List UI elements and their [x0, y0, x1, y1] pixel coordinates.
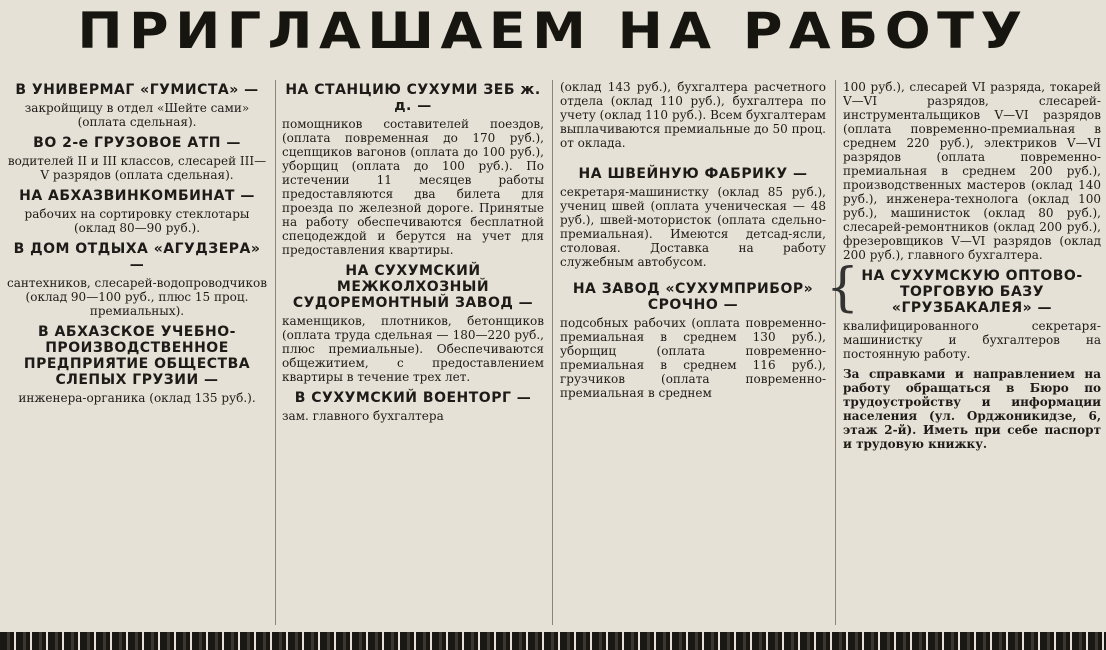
ad-text: 100 руб.), слесарей VI разряда, токарей V—VI разрядов, слесарей-инструментальщиков V—VI разрядов (оплата повременно-премиальная в среднем 220 руб.), электриков V—VI разрядов (оплата повременно-премиальная в среднем 200 руб.), производственных мастеров (оклад 140 руб.), инженера-технолога (оклад 100 руб.), машинисток (оклад 80 руб.), слесарей-ремонтников (оклад 200 руб.), фрезеровщиков V—VI разрядов (оклад 200 руб.), главного бухгалтера.	[843, 80, 1101, 262]
torn-bottom-edge	[0, 632, 1106, 650]
ad-text: (оклад 143 руб.), бухгалтера расчетного отдела (оклад 110 руб.), бухгалтера по учету (оклад 110 руб.). Всем бухгалтерам выплачиваются премиальные до 50 проц. от оклада.	[560, 80, 826, 150]
column-divider	[835, 80, 836, 625]
ad-heading: НА СУХУМСКУЮ ОПТОВО-ТОРГОВУЮ БАЗУ «ГРУЗБАКАЛЕЯ» —	[861, 268, 1083, 316]
ad-text: секретаря-машинистку (оклад 85 руб.), учениц швей (оплата ученическая — 48 руб.), швей-мотористок (оплата сдельно-премиальная). Имеются детсад-ясли, столовая. Доставка на работу служебным автобусом.	[560, 185, 826, 269]
ad-heading: НА ШВЕЙНУЮ ФАБРИКУ —	[578, 166, 808, 182]
ad-text: каменщиков, плотников, бетонщиков (оплата труда сдельная — 180—220 руб., плюс премиальные). Обеспечиваются общежитием, с предоставлением квартиры в течение трех лет.	[282, 314, 544, 384]
ad-text: закройщицу в отдел «Шейте сами» (оплата сдельная).	[24, 101, 250, 129]
ad-heading: НА ЗАВОД «СУХУМПРИБОР» СРОЧНО —	[572, 281, 814, 313]
column-2	[282, 76, 544, 628]
ad-text: помощников составителей поездов, (оплата повременная до 170 руб.), сцепщиков вагонов (оплата до 100 руб.), уборщиц (оплата до 100 руб.). По истечении 11 месяцев работы предоставляются два билета для проезда по железной дороге. Принятые на работу обеспечиваются бесплатной спецодеждой и берутся на учет для предоставления квартиры.	[282, 117, 544, 257]
ad-text: рабочих на сортировку стеклотары (оклад 80—90 руб.).	[24, 207, 250, 235]
column-1	[6, 76, 268, 628]
ad-text: инженера-органика (оклад 135 руб.).	[18, 391, 256, 405]
column-3	[560, 76, 826, 628]
ad-text: зам. главного бухгалтера	[282, 409, 444, 423]
brace-mark: {	[826, 258, 860, 318]
ad-heading: В УНИВЕРМАГ «ГУМИСТА» —	[15, 82, 259, 98]
ad-heading: В АБХАЗСКОЕ УЧЕБНО-ПРОИЗВОДСТВЕННОЕ ПРЕДПРИЯТИЕ ОБЩЕСТВА СЛЕПЫХ ГРУЗИИ —	[23, 324, 251, 388]
column-divider	[275, 80, 276, 625]
ad-text: водителей II и III классов, слесарей III—V разрядов (оплата сдельная).	[7, 154, 267, 182]
ad-text: подсобных рабочих (оплата повременно-премиальная в среднем 130 руб.), уборщиц (оплата повременно-премиальная в среднем 116 руб.), грузчиков (оплата повременно-премиальная в среднем	[560, 316, 826, 400]
column-divider	[552, 80, 553, 625]
ad-heading: НА СТАНЦИЮ СУХУМИ ЗЕБ ж. д. —	[285, 82, 541, 114]
contact-notice: За справками и направлением на работу обращаться в Бюро по трудоустройству и информации населения (ул. Орджоникидзе, 6, этаж 2-й). Иметь при себе паспорт и трудовую книжку.	[843, 367, 1101, 451]
headline: ПРИГЛАШАЕМ НА РАБОТУ	[77, 2, 1029, 60]
ad-text: квалифицированного секретаря-машинистку и бухгалтеров на постоянную работу.	[843, 319, 1101, 361]
ad-heading: В ДОМ ОТДЫХА «АГУДЗЕРА» —	[13, 241, 261, 273]
ad-text: сантехников, слесарей-водопроводчиков (оклад 90—100 руб., плюс 15 проц. премиальных).	[7, 276, 267, 318]
ad-heading: НА АБХАЗВИНКОМБИНАТ —	[19, 188, 255, 204]
ad-heading: ВО 2-е ГРУЗОВОЕ АТП —	[33, 135, 241, 151]
column-4	[843, 76, 1101, 628]
ad-heading: В СУХУМСКИЙ ВОЕНТОРГ —	[294, 390, 532, 406]
ad-heading: НА СУХУМСКИЙ МЕЖКОЛХОЗНЫЙ СУДОРЕМОНТНЫЙ ЗАВОД —	[292, 263, 534, 311]
